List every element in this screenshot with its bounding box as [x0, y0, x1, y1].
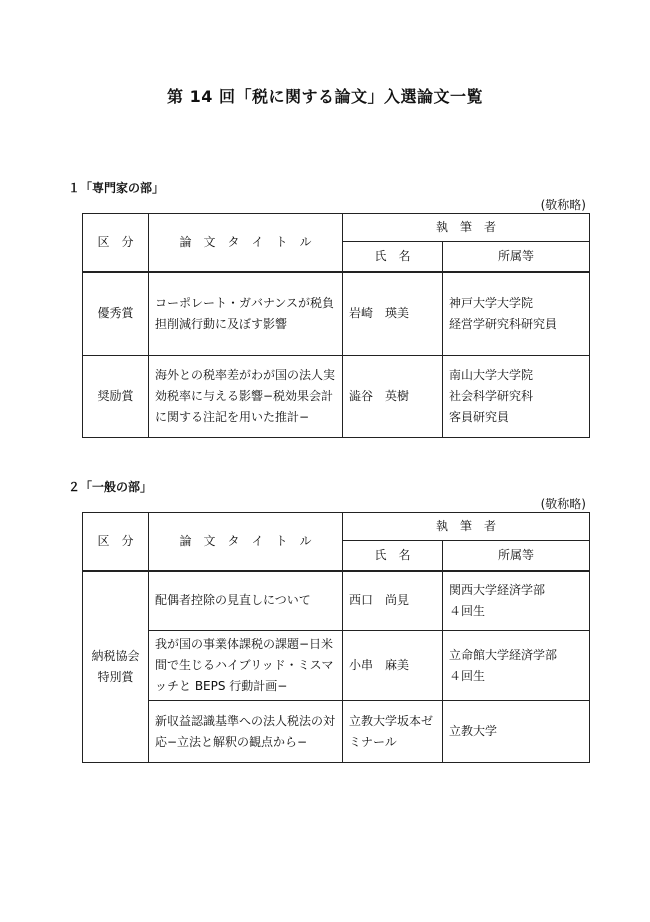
paper-title: 配偶者控除の見直しについて: [149, 571, 343, 631]
table-header-row: [83, 513, 590, 541]
table-row: [83, 356, 590, 438]
section-heading-professional: １「専門家の部」: [68, 181, 165, 195]
header-paper-title: 論 文 タ イ ト ル: [149, 513, 343, 571]
author-affiliation: [443, 631, 590, 701]
affiliation-line: 南山大学大学院: [449, 368, 534, 382]
table-header-row: [83, 214, 590, 242]
paper-title: 新収益認識基準への法人税法の対応−立法と解釈の観点から−: [149, 701, 343, 763]
affiliation-line: ４回生: [449, 668, 486, 683]
author-name: 西口 尚見: [343, 571, 443, 631]
award-category: [83, 571, 149, 763]
author-name: 岩崎 瑛美: [343, 272, 443, 356]
award-category: 優秀賞: [83, 272, 149, 356]
table-row: [83, 631, 590, 701]
author-affiliation: [443, 356, 590, 438]
affiliation-line: 立教大学: [449, 724, 498, 738]
author-affiliation: [443, 571, 590, 631]
affiliation-line: 関西大学経済学部: [449, 582, 546, 597]
author-affiliation: [443, 272, 590, 356]
table-row: [83, 571, 590, 631]
header-author-group: 執 筆 者: [343, 513, 590, 541]
affiliation-line: 神戸大学大学院: [449, 295, 534, 310]
author-name: 澁谷 英樹: [343, 356, 443, 438]
award-category: 奨励賞: [83, 356, 149, 438]
paper-title: コーポレート・ガバナンスが税負担削減行動に及ぼす影響: [149, 272, 343, 356]
author-name: 小串 麻美: [343, 631, 443, 701]
page-title: 第 14 回「税に関する論文」入選論文一覧: [167, 87, 483, 106]
section-heading-general: ２「一般の部」: [68, 480, 153, 494]
header-author-group: 執 筆 者: [343, 214, 590, 242]
affiliation-line: ４回生: [449, 603, 486, 618]
header-affiliation: 所属等: [443, 541, 590, 571]
paper-title: 海外との税率差がわが国の法人実効税率に与える影響−税効果会計に関する注記を用いた推計−: [149, 356, 343, 438]
header-name: 氏 名: [343, 541, 443, 571]
paper-title: 我が国の事業体課税の課題−日米間で生じるハイブリッド・ミスマッチと BEPS 行動計画−: [149, 631, 343, 701]
header-category: 区 分: [83, 513, 149, 571]
header-name: 氏 名: [343, 242, 443, 272]
award-category-line: 納税協会: [91, 648, 140, 663]
affiliation-line: 立命館大学経済学部: [449, 647, 558, 662]
affiliation-line: 社会科学研究科: [449, 389, 534, 403]
author-name: 立教大学坂本ゼミナール: [343, 701, 443, 763]
header-category: 区 分: [83, 214, 149, 272]
general-results-table: [82, 512, 590, 763]
table-row: [83, 272, 590, 356]
author-affiliation: [443, 701, 590, 763]
honorific-note: (敬称略): [540, 497, 586, 511]
professional-results-table: [82, 213, 590, 438]
honorific-note: (敬称略): [540, 198, 586, 212]
affiliation-line: 客員研究員: [449, 410, 510, 424]
affiliation-line: 経営学研究科研究員: [449, 316, 558, 331]
table-row: [83, 701, 590, 763]
header-affiliation: 所属等: [443, 242, 590, 272]
header-paper-title: 論 文 タ イ ト ル: [149, 214, 343, 272]
award-category-line: 特別賞: [97, 669, 134, 684]
